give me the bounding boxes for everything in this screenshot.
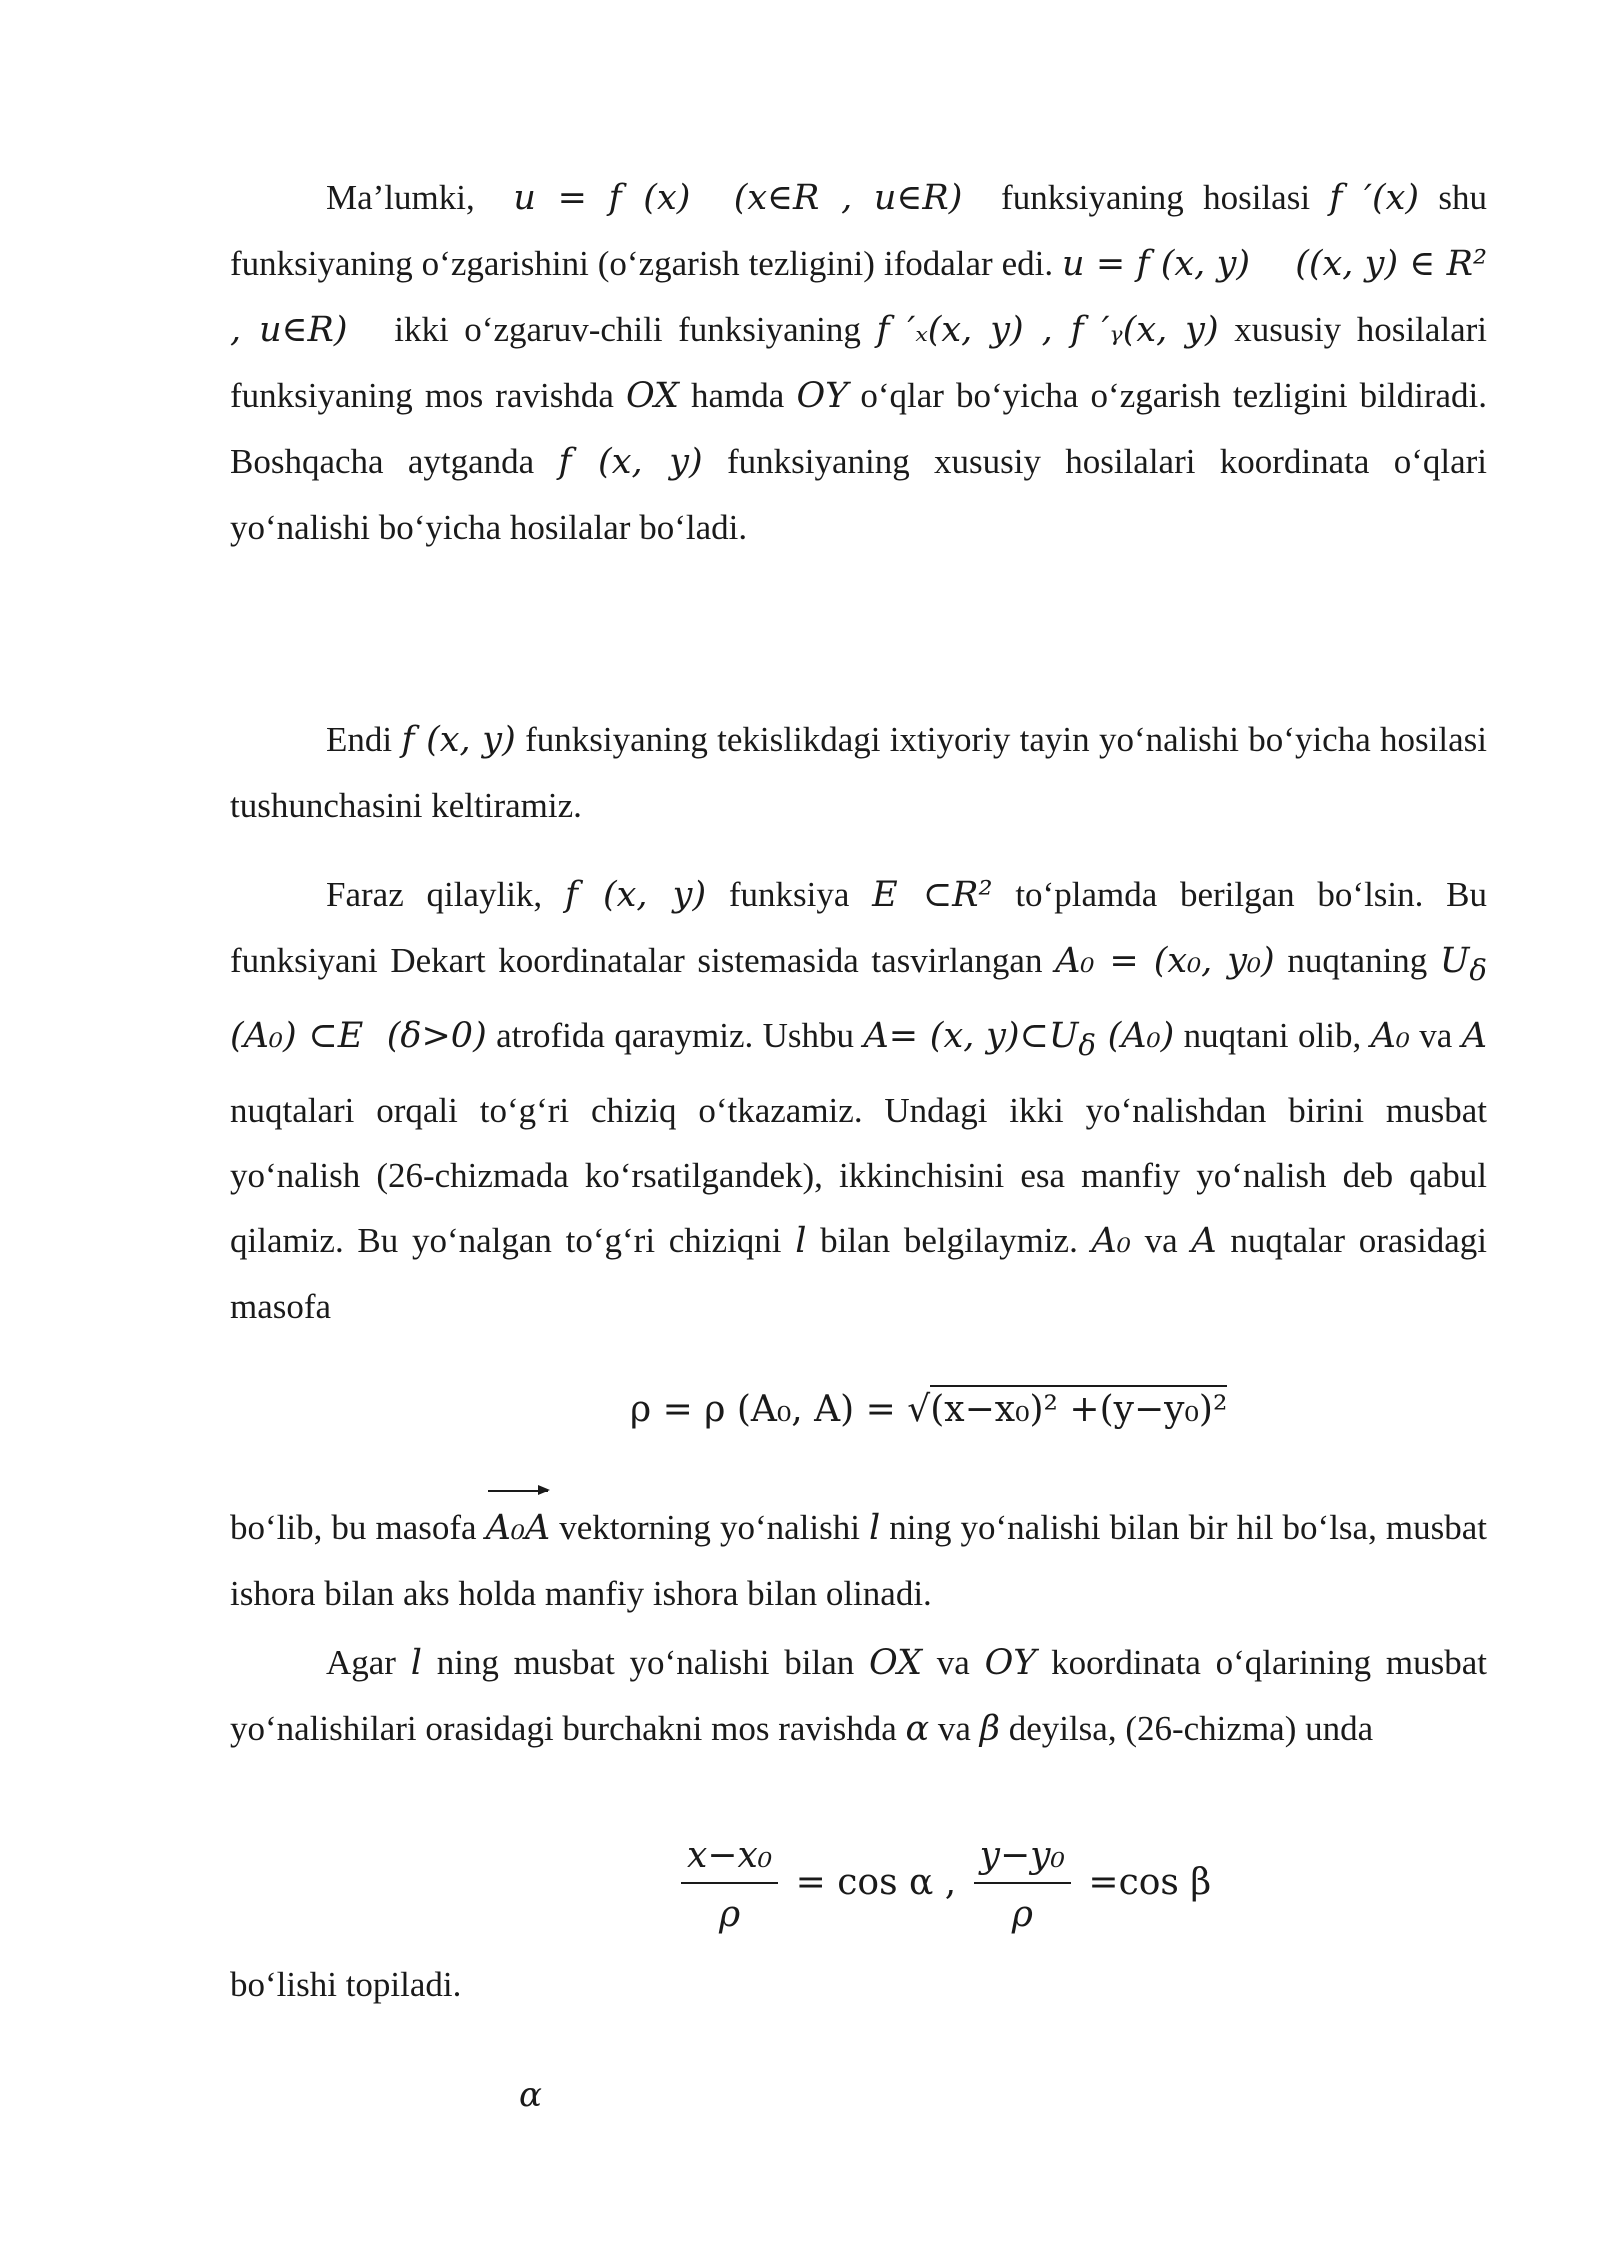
paragraph-6-text: bo‘lishi topiladi. [230,1965,462,2004]
fraction-2-denominator: ρ [1011,1894,1033,1935]
fraction-2 [974,1835,1071,1935]
fraction-1-numerator: x−x₀ [681,1835,778,1884]
fraction-1-rhs: = cos α , [795,1862,957,1903]
distance-formula-radicand: (x−x₀)² +(y−y₀)² [930,1385,1227,1430]
paragraph-5: Agar l ning musbat yo‘nalishi bilan OX va OY koordinata o‘qlarining musbat yo‘nalishilari orasidagi burchakni mos ravishda α va β deyilsa, (26-chizma) unda [230,1643,1487,1749]
paragraph-2: Endi f (x, y) funksiyaning tekislikdagi ixtiyoriy tayin yo‘nalishi bo‘yicha hosilasi tushunchasini keltiramiz. [230,720,1488,825]
paragraph-6 [230,1952,1487,2017]
distance-formula-lhs: ρ = ρ (A₀, A) = [630,1389,896,1430]
distance-formula: ρ = ρ (A₀, A) = √(x−x₀)² +(y−y₀)² [630,1385,1227,1430]
fraction-1-denominator: ρ [719,1894,741,1935]
fraction-1 [681,1835,778,1935]
paragraph-4: bo‘lib, bu masofa A₀A vektorning yo‘nalishi l ning yo‘nalishi bilan bir hil bo‘lsa, musbat ishora bilan aks holda manfiy ishora bilan olinadi. [230,1495,1487,1626]
figure-angle-label: α [519,2075,542,2115]
fraction-2-rhs: =cos β [1088,1862,1212,1903]
paragraph-3: Faraz qilaylik, f (x, y) funksiya E ⊂R² to‘plamda berilgan bo‘lsin. Bu funksiyani Dekart koordinatalar sistemasida tasvirlangan A₀ = (x₀, y₀) nuqtaning $U_\delta$ (A₀) ⊂E (δ>0) atrofida qaraymiz. Ushbu A= (x, $y)\subset U_\delta$ (A₀) nuqtani olib, A₀ va A nuqtalari orqali to‘g‘ri chiziq o‘tkazamiz. Undagi ikki yo‘nalishdan birini musbat yo‘nalish (26-chizmada ko‘rsatilgandek), ikkinchisini esa manfiy yo‘nalish deb qabul qilamiz. Bu yo‘nalgan to‘g‘ri chiziqni l bilan belgilaymiz. A₀ va A nuqtalar orasidagi masofa [230,875,1488,1326]
paragraph-1: Ma’lumki, u = f (x) (x∈R , u∈R) funksiyaning hosilasi f ′(x) shu funksiyaning o‘zgarishini (o‘zgarish tezligini) ifodalar edi. u = f (x, y) ((x, y) ∈ R² , u∈R) ikki o‘zgaruv-chili funksiyaning f ′ₓ(x, y) , f ′ᵧ(x, y) xususiy hosilalari funksiyaning mos ravishda OX hamda OY o‘qlar bo‘yicha o‘zgarish tezligini bildiradi. Boshqacha aytganda f (x, y) funksiyaning xususiy hosilalari koordinata o‘qlari yo‘nalishi bo‘yicha hosilalar bo‘ladi. [230,178,1487,547]
cosine-formula [675,1835,1211,1935]
fraction-2-numerator: y−y₀ [974,1835,1071,1884]
